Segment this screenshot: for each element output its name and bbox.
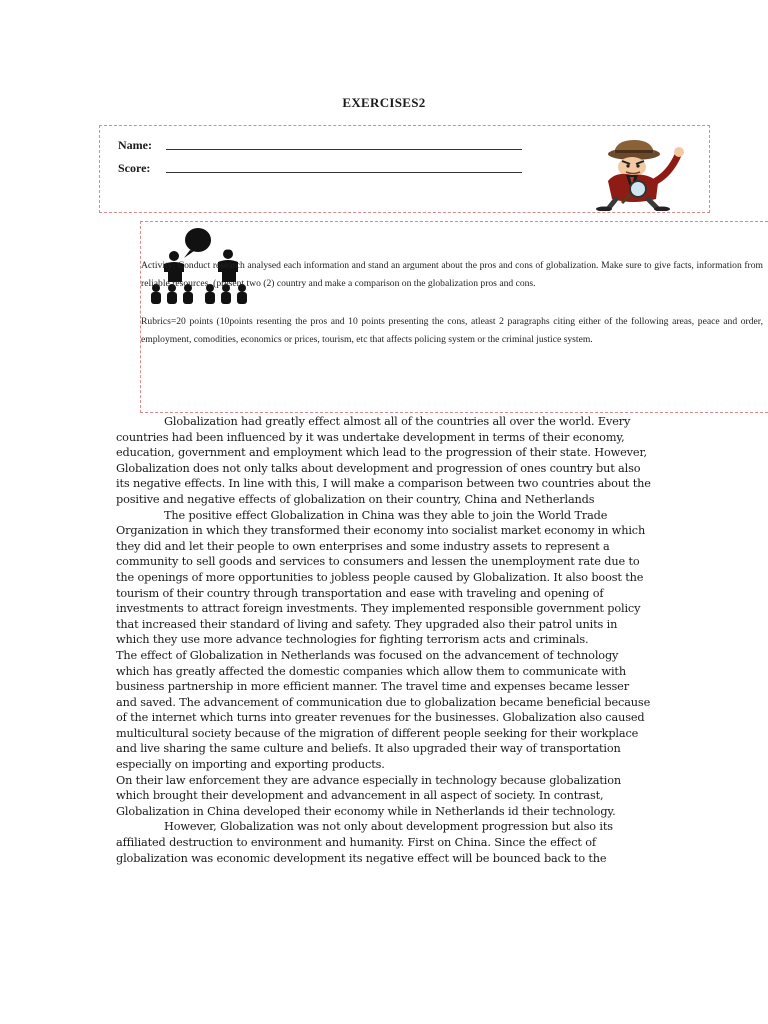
score-line (166, 172, 522, 173)
essay-paragraph-5: However, Globalization was not only about development progression but also its affiliated destruction to environment and humanity. First on China. Since the effect of globalization was economic development its negative effect will be bounced back to the (116, 820, 613, 865)
name-label: Name: (118, 138, 152, 152)
essay-paragraph-1: Globalization had greatly effect almost all of the countries all over the world. Every countries had been influenced by it was undertake development in terms of their economy, education, government and employment which lead to the progression of their state. However, Globalization does not only talks about development and progression of ones country but also its negative effects. In line with this, I will make a comparison between two countries about the positive and negative effects of globalization on their country, China and Netherlands (116, 415, 651, 506)
score-field (118, 161, 164, 176)
page-title: EXERCISES2 (342, 95, 426, 110)
essay-paragraph-4: On their law enforcement they are advance especially in technology because globalization which brought their development and advancement in all aspect of society. In contrast, Globalization in China developed their economy while in Netherlands id their technology. (116, 773, 622, 818)
essay-paragraph-3: The effect of Globalization in Netherlands was focused on the advancement of technology which has greatly affected the domestic companies which allow them to communicate with business partnership in more efficient manner. The travel time and expenses became lesser and saved. The advancement of communication due to globalization became beneficial because of the internet which turns into greater revenues for the businesses. Globalization also caused multicultural society because of the migration of different people seeking for their workplace and live sharing the same culture and beliefs. It also upgraded their way of transportation especially on importing and exporting products. (116, 648, 651, 772)
name-line (166, 149, 522, 150)
essay-paragraph-2: The positive effect Globalization in China was they able to join the World Trade Organization in which they transformed their economy into socialist market economy in which they did and let their people to own enterprises and some industry assets to represent a community to sell goods and services to consumers and lessen the unemployment rate due to the openings of more opportunities to jobless people caused by Globalization. It also boost the tourism of their country through transportation and ease with traveling and opening of investments to attract foreign investments. They implemented responsible government policy that increased their standard of living and safety. They upgraded also their patrol units in which they use more advance technologies for fighting terrorism acts and criminals. (116, 508, 646, 647)
essay-body (116, 414, 652, 866)
activity-instructions: Activity: Conduct research analysed each information and stand an argument about the pros and cons of globalization. Make sure to give facts, information from reliable resources. (present two (2) country and make a comparison on the globalization pros and cons. (141, 260, 763, 289)
detective-clipart (586, 137, 690, 211)
score-label: Score: (118, 161, 151, 175)
activity-rubrics: Rubrics=20 points (10points resenting the pros and 10 points presenting the cons, atleast 2 paragraphs citing either of the following areas, peace and order, employment, comodities, economics or prices, tourism, etc that affects policing system or the criminal justice system. (141, 316, 763, 345)
name-field (118, 138, 164, 153)
